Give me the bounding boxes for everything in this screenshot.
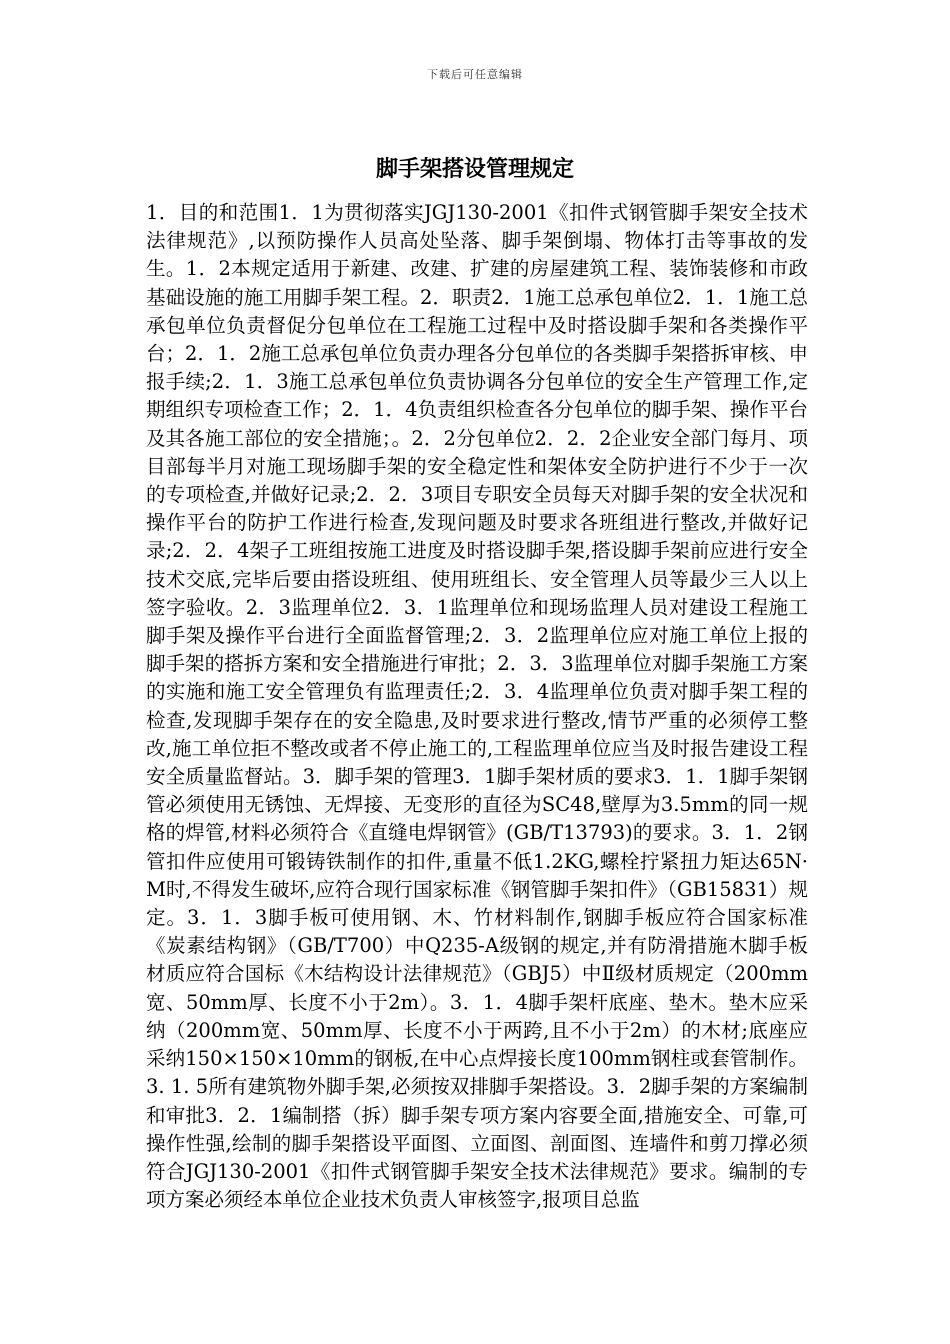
header-note: 下载后可任意编辑 (427, 68, 523, 81)
page-title: 脚手架搭设管理规定 (375, 157, 574, 182)
body-paragraph: 1．目的和范围1．1为贯彻落实JGJ130-2001《扣件式钢管脚手架安全技术法律规范》,以预防操作人员高处坠落、脚手架倒塌、物体打击等事故的发生。1．2本规定适用于新建、改建、扩建的房屋建筑工程、装饰装修和市政基础设施的施工用脚手架工程。2．职责2．1施工总承包单位2．1．1施工总承包单位负责督促分包单位在工程施工过程中及时搭设脚手架和各类操作平台；2．1．2施工总承包单位负责办理各分包单位的各类脚手架搭拆审核、申报手续;2．1．3施工总承包单位负责协调各分包单位的安全生产管理工作,定期组织专项检查工作；2．1．4负责组织检查各分包单位的脚手架、操作平台及其各施工部位的安全措施；。2．2分包单位2．2．2企业安全部门每月、项目部每半月对施工现场脚手架的安全稳定性和架体安全防护进行不少于一次的专项检查,并做好记录;2．2．3项目专职安全员每天对脚手架的安全状况和操作平台的防护工作进行检查,发现问题及时要求各班组进行整改,并做好记录;2．2．4架子工班组按施工进度及时搭设脚手架,搭设脚手架前应进行安全技术交底,完毕后要由搭设班组、使用班组长、安全管理人员等最少三人以上签字验收。2．3监理单位2．3．1监理单位和现场监理人员对建设工程施工脚手架及操作平台进行全面监督管理;2．3．2监理单位应对施工单位上报的脚手架的搭拆方案和安全措施进行审批；2．3．3监理单位对脚手架施工方案的实施和施工安全管理负有监理责任;2．3．4监理单位负责对脚手架工程的检查,发现脚手架存在的安全隐患,及时要求进行整改,情节严重的必须停工整改,施工单位拒不整改或者不停止施工的,工程监理单位应当及时报告建设工程安全质量监督站。3．脚手架的管理3．1脚手架材质的要求3．1．1脚手架钢管必须使用无锈蚀、无焊接、无变形的直径为SC48,壁厚为3.5mm的同一规格的焊管,材料必须符合《直缝电焊钢管》(GB/T13793)的要求。3．1．2钢管扣件应使用可锻铸铁制作的扣件,重量不低1.2KG,螺栓拧紧扭力矩达65N·M时,不得发生破坏,应符合现行国家标准《钢管脚手架扣件》（GB15831）规定。3．1．3脚手板可使用钢、木、竹材料制作,钢脚手板应符合国家标准《炭素结构钢》（GB/T700）中Q235-A级钢的规定,并有防滑措施木脚手板材质应符合国标《木结构设计法律规范》（GBJ5）中Ⅱ级材质规定（200mm宽、50mm厚、长度不小于2m）。3．1．4脚手架杆底座、垫木。垫木应采纳（200mm宽、50mm厚、长度不小于两跨,且不小于2m）的木材;底座应采纳150×150×10mm的钢板,在中心点焊接长度100mm钢柱或套管制作。3. 1. 5所有建筑物外脚手架,必须按双排脚手架搭设。3．2脚手架的方案编制和审批3．2．1编制搭（拆）脚手架专项方案内容要全面,措施安全、可靠,可操作性强,绘制的脚手架搭设平面图、立面图、剖面图、连墙件和剪刀撑必须符合JGJ130-2001《扣件式钢管脚手架安全技术法律规范》要求。编制的专项方案必须经本单位企业技术负责人审核签字,报项目总监 (146, 201, 808, 1212)
